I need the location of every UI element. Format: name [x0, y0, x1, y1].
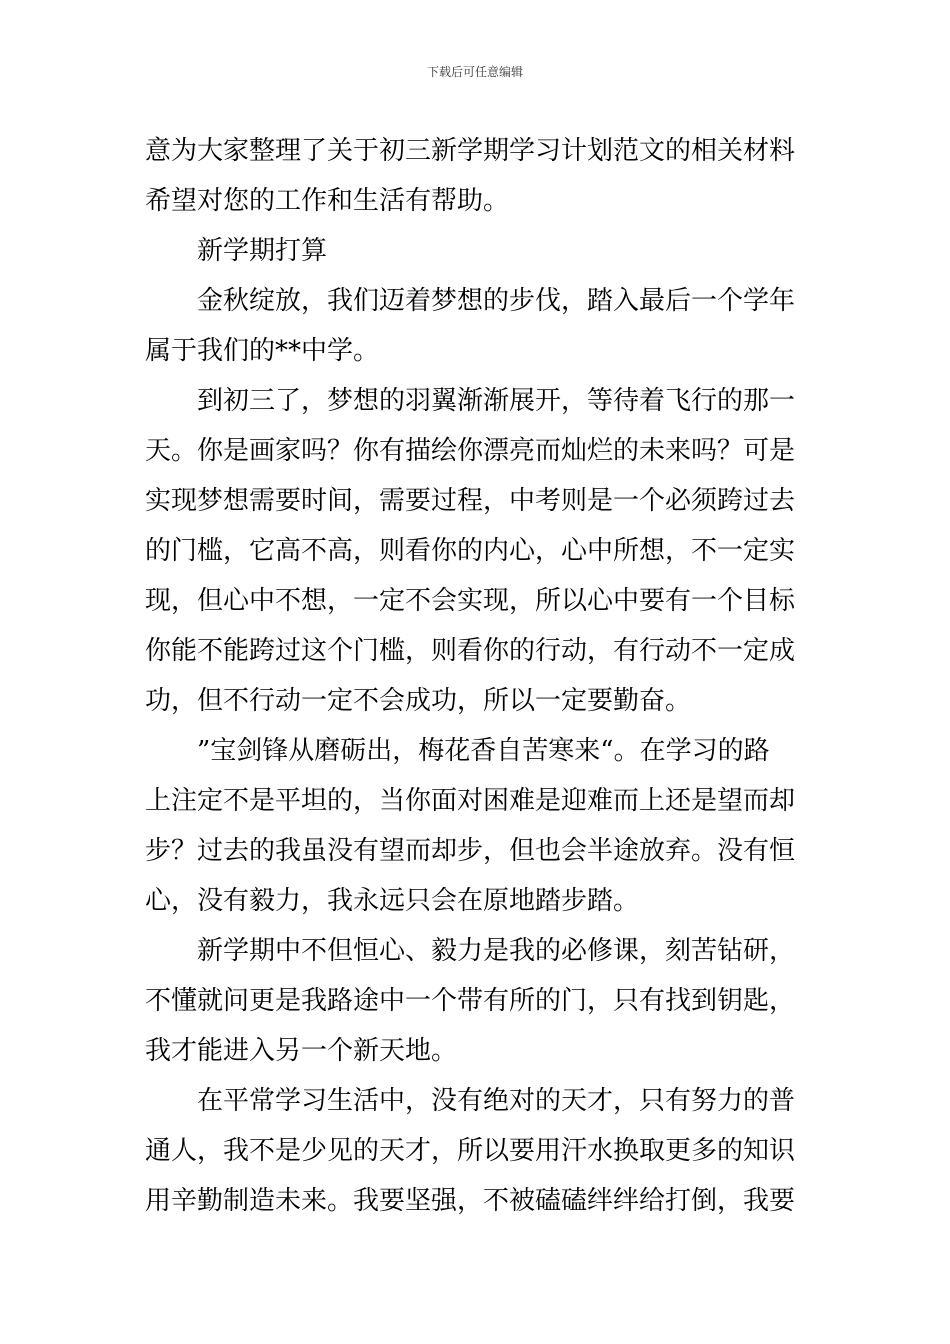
text-line: 意为大家整理了关于初三新学期学习计划范文的相关材料: [145, 136, 796, 166]
page-header: 下载后可任意编辑: [426, 65, 523, 79]
text-line: 心，没有毅力，我永远只会在原地踏步踏。: [145, 886, 640, 916]
text-line: 你能不能跨过这个门槛，则看你的行动，有行动不一定成: [145, 636, 796, 666]
text-line: 不懂就问更是我路途中一个带有所的门，只有找到钥匙，: [145, 986, 796, 1016]
text-line: 实现梦想需要时间，需要过程，中考则是一个必须跨过去: [145, 486, 796, 516]
section-heading: 新学期打算: [197, 236, 328, 266]
text-line: 现，但心中不想，一定不会实现，所以心中要有一个目标: [145, 586, 796, 616]
text-line: 新学期中不但恒心、毅力是我的必修课，刻苦钻研，: [197, 936, 796, 966]
text-line: 我才能进入另一个新天地。: [145, 1036, 458, 1066]
text-line: 用辛勤制造未来。我要坚强，不被磕磕绊绊给打倒，我要: [145, 1186, 796, 1216]
text-line: 金秋绽放，我们迈着梦想的步伐，踏入最后一个学年: [197, 286, 796, 316]
text-line: 步？过去的我虽没有望而却步，但也会半途放弃。没有恒: [145, 836, 796, 866]
text-line: 功，但不行动一定不会成功，所以一定要勤奋。: [145, 686, 692, 716]
text-line: ”宝剑锋从磨砺出，梅花香自苦寒来“。在学习的路: [197, 736, 770, 766]
text-line: 上注定不是平坦的，当你面对困难是迎难而上还是望而却: [145, 786, 796, 816]
text-line: 通人，我不是少见的天才，所以要用汗水换取更多的知识: [145, 1136, 796, 1166]
document-body: [145, 126, 810, 1226]
text-line: 的门槛，它高不高，则看你的内心，心中所想，不一定实: [145, 536, 796, 566]
text-line: 到初三了，梦想的羽翼渐渐展开，等待着飞行的那一: [197, 386, 796, 416]
text-line: 属于我们的**中学。: [145, 336, 380, 366]
text-line: 天。你是画家吗？你有描绘你漂亮而灿烂的未来吗？可是: [145, 436, 796, 466]
text-line: 在平常学习生活中，没有绝对的天才，只有努力的普: [197, 1086, 796, 1116]
text-line: 希望对您的工作和生活有帮助。: [145, 186, 510, 216]
